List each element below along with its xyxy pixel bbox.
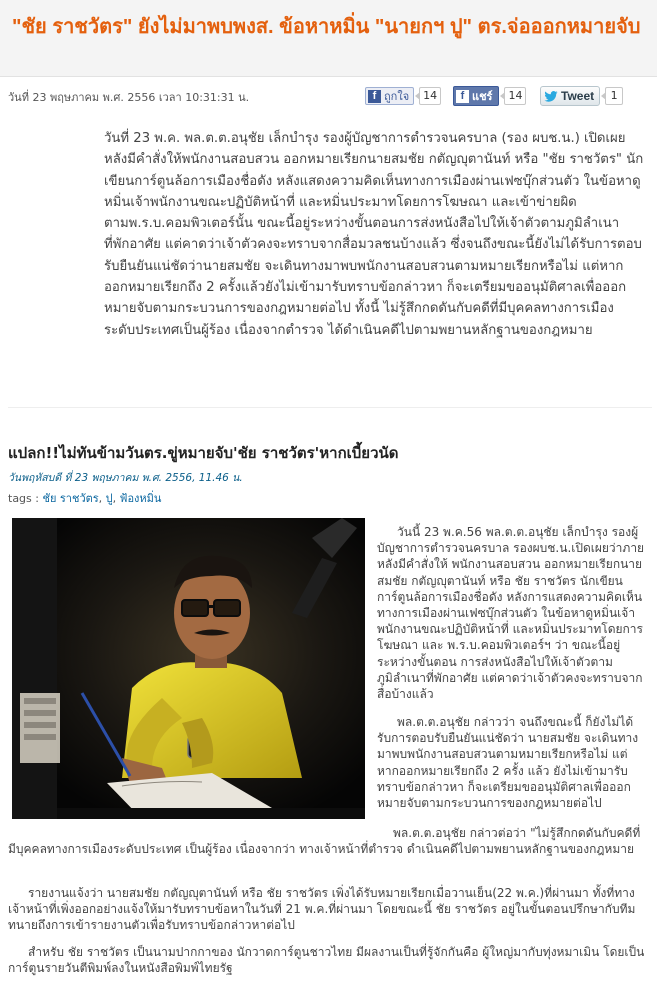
- headline-bar: [0, 0, 657, 77]
- tweet-count: 1: [605, 87, 623, 105]
- tag-link[interactable]: ปู: [105, 492, 113, 505]
- facebook-like-label: ถูกใจ: [384, 90, 410, 103]
- section-divider: [8, 407, 652, 408]
- tag-link[interactable]: ชัย ราชวัตร: [42, 492, 99, 505]
- article-paragraph: รายงานแจ้งว่า นายสมชัย กตัญญุตานันท์ หรือ ชัย ราชวัตร เพิ่งได้รับหมายเรียกเมื่อวานเย็น(22 พ.ค.)ที่ผ่านมา ทั้งที่ทางเจ้าหน้าที่เพิ่งออกอย่างแจ้งให้มารับทราบข้อหาในวันที่ 21 พ.ค.ที่ผ่านมา โดยขณะนี้ ชัย ราชวัตร อยู่ในขั้นตอนปรึกษากับทีมทนายถึงการเข้ารายงานตัวเพื่อรับทราบข้อกล่าวหาต่อไป: [8, 886, 636, 933]
- tweet-button[interactable]: [540, 86, 600, 106]
- headline: "ชัย ราชวัตร" ยังไม่มาพบพงส. ข้อหาหมิ่น "นายกฯ ปู" ตร.จ่อออกหมายจับ: [12, 16, 641, 38]
- article-paragraph: พล.ต.ต.อนุชัย กล่าวว่า จนถึงขณะนี้ ก็ยังไม่ได้รับการตอบรับยืนยันแน่ชัดว่า นายสมชัย จะเดินทางมาพบพนักงานสอบสวนตามหมายเรียกหรือไม่ แต่หากออกหมายเรียกถึง 2 ครั้ง แล้ว ยังไม่เข้ามารับทราบข้อกล่าวหา ก็จะเตรียมขออนุมัติศาลเพื่อออกหมายจับตามกระบวนการของกฎหมายต่อไป: [377, 715, 639, 811]
- facebook-share-widget: [453, 86, 526, 106]
- cartoonist-photo: [12, 518, 365, 819]
- facebook-share-label: แชร์: [472, 90, 493, 103]
- facebook-like-count: 14: [419, 87, 441, 105]
- tweet-label: Tweet: [561, 89, 595, 103]
- tags-label: tags :: [8, 492, 39, 505]
- facebook-like-widget: [365, 86, 441, 106]
- tag-list: tags : ชัย ราชวัตร, ปู, ฟ้องหมิ่น: [8, 492, 162, 505]
- article-timestamp: วันที่ 23 พฤษภาคม พ.ศ. 2556 เวลา 10:31:31 น.: [8, 91, 250, 104]
- related-article-date: วันพฤหัสบดี ที่ 23 พฤษภาคม พ.ศ. 2556, 11.46 น.: [8, 472, 243, 484]
- related-article-title[interactable]: แปลก!!ไม่ทันข้ามวันตร.ขู่หมายจับ'ชัย ราชวัตร'หากเบี้ยวนัด: [8, 444, 399, 462]
- article-body: วันที่ 23 พ.ค. พล.ต.ต.อนุชัย เล็กบำรุง รองผู้บัญชาการตำรวจนครบาล (รอง ผบช.น.) เปิดเผยหลังมีคำสั่งให้พนักงานสอบสวน ออกหมายเรียกนายสมชัย กตัญญุตานันท์ หรือ "ชัย ราชวัตร" นักเขียนการ์ตูนล้อการเมืองชื่อดัง หลังแสดงความคิดเห็นทางการเมืองผ่านเฟซบุ๊กส่วนตัว ในข้อหาดูหมิ่นเจ้าพนักงานขณะปฏิบัติหน้าที่ และหมิ่นประมาทโดยการโฆษณา และเข้าข่ายผิดตามพ.ร.บ.คอมพิวเตอร์นั้น ขณะนี้อยู่ระหว่างขั้นตอนการส่งหนังสือไปให้เจ้าตัวตามภูมิลำเนาที่พักอาศัย แต่คาดว่าเจ้าตัวคงจะทราบจากสื่อมวลชนบ้างแล้ว ซึ่งจนถึงขณะนี้ยังไม่ได้รับการตอบรับยืนยันแน่ชัดว่านายสมชัย จะเดินทางมาพบพนักงานสอบสวนตามหมายเรียกหรือไม่ แต่หากออกหมายเรียกถึง 2 ครั้งแล้วยังไม่เข้ามารับทราบข้อกล่าวหา ก็จะเตรียมขออนุมัติศาลเพื่อออกหมายจับตามกระบวนการของกฎหมายต่อไป ทั้งนี้ ไม่รู้สึกกดดันกับคดีที่มีบุคคลทางการเมืองระดับประเทศเป็นผู้ร้อง เนื่องจากตำรวจ ได้ดำเนินคดีไปตามพยานหลักฐานของกฎหมาย: [104, 131, 644, 338]
- tag-link[interactable]: ฟ้องหมิ่น: [119, 492, 162, 505]
- facebook-icon: f: [456, 90, 469, 103]
- facebook-icon: f: [368, 90, 381, 103]
- cartoonist-photo-illustration: [12, 518, 365, 819]
- twitter-bird-icon: [544, 91, 558, 102]
- article-paragraph: พล.ต.ต.อนุชัย กล่าวต่อว่า "ไม่รู้สึกกดดันกับคดีที่มีบุคคลทางการเมืองระดับประเทศ เป็นผู้ร้อง เนื่องจากว่า ทางเจ้าหน้าที่ตำรวจ ดำเนินคดีไปตามพยานหลักฐานของกฎหมาย: [8, 826, 641, 857]
- article-paragraph: สำหรับ ชัย ราชวัตร เป็นนามปากกาของ นักวาดการ์ตูนชาวไทย มีผลงานเป็นที่รู้จักกันคือ ผู้ใหญ่มากับทุ่งหมาเมิน โดยเป็นการ์ตูนรายวันตีพิมพ์ลงในหนังสือพิมพ์ไทยรัฐ: [8, 945, 645, 976]
- facebook-like-button[interactable]: [365, 87, 414, 105]
- facebook-share-button[interactable]: [453, 86, 499, 106]
- tweet-widget: [540, 86, 623, 106]
- article-paragraph: วันนี้ 23 พ.ค.56 พล.ต.ต.อนุชัย เล็กบำรุง รองผู้บัญชาการตำรวจนครบาล รองผบช.น.เปิดเผยว่าภายหลังมีคำสั่งให้ พนักงานสอบสวน ออกหมายเรียกนายสมชัย กตัญญุตานันท์ หรือ ชัย ราชวัตร นักเขียนการ์ตูนล้อการเมืองชื่อดัง หลังการแสดงความคิดเห็นทางการเมืองผ่านเฟซบุ๊กส่วนตัว ในข้อหาดูหมิ่นเจ้าพนักงานขณะปฏิบัติหน้าที่ และหมิ่นประมาทโดยการโฆษณา และ พ.ร.บ.คอมพิวเตอร์ฯ ว่า ขณะนี้อยู่ระหว่างขั้นตอน การส่งหนังสือไปให้เจ้าตัวตามภูมิลำเนาที่พักอาศัย แต่คาดว่าเจ้าตัวคงจะทราบจากสื่อบ้างแล้ว: [377, 525, 645, 702]
- facebook-share-count: 14: [504, 87, 526, 105]
